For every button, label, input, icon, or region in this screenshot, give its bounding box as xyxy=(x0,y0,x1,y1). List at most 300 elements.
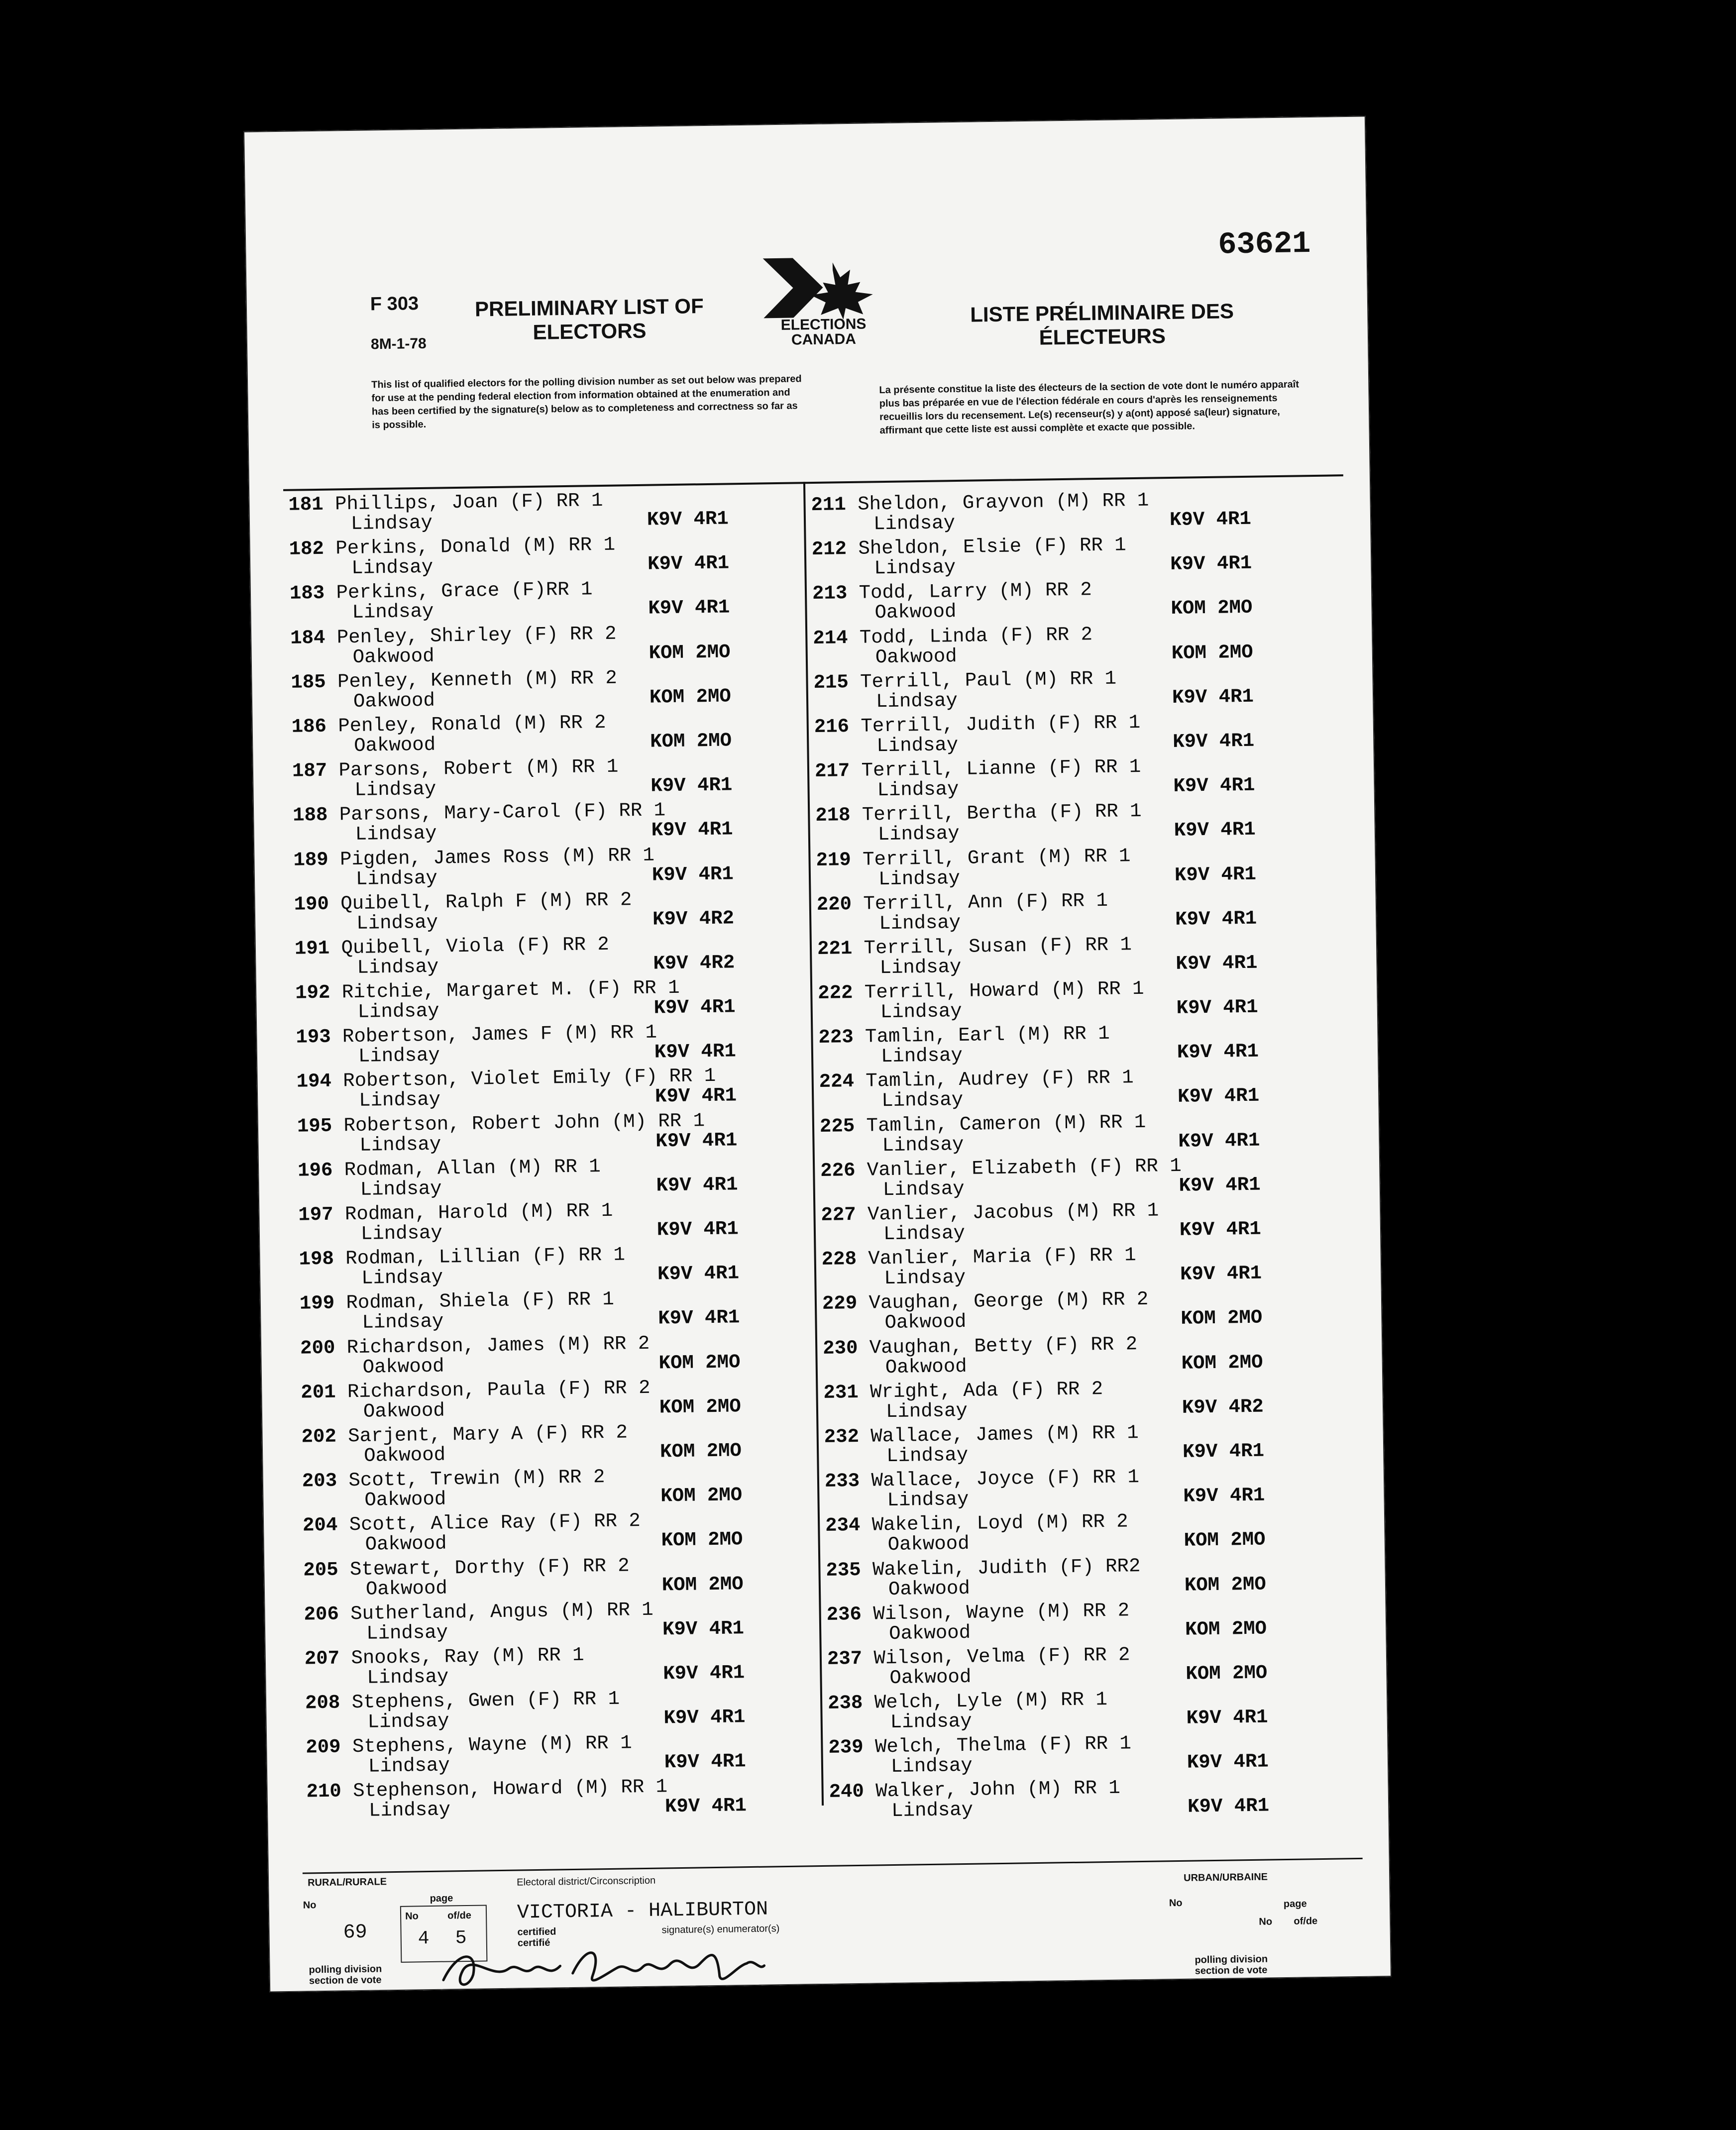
elector-line xyxy=(295,977,680,1004)
elector-postal-code: K9V 4R1 xyxy=(1179,1173,1261,1197)
elector-line xyxy=(303,1555,630,1581)
elector-number: 188 xyxy=(292,804,328,827)
elector-line xyxy=(306,1776,667,1803)
elector-town: Lindsay xyxy=(360,1177,442,1201)
elector-line xyxy=(824,1422,1138,1448)
elector-town: Oakwood xyxy=(885,1355,967,1379)
elector-entry xyxy=(305,1685,818,1737)
elector-entry xyxy=(291,709,804,760)
elector-entry xyxy=(816,842,1329,894)
elector-postal-code: K9V 4R1 xyxy=(1179,1218,1262,1241)
elector-postal-code: K9V 4R1 xyxy=(1187,1795,1270,1818)
elector-number: 230 xyxy=(822,1337,858,1360)
elector-name: Sheldon, Grayvon (M) RR 1 xyxy=(857,489,1149,516)
elector-line xyxy=(291,667,617,693)
elector-town: Lindsay xyxy=(366,1621,448,1645)
elector-entry xyxy=(825,1508,1338,1560)
elector-name: Snooks, Ray (M) RR 1 xyxy=(351,1644,584,1670)
elector-line xyxy=(289,534,615,560)
elector-line xyxy=(290,579,593,605)
elector-postal-code: KOM 2MO xyxy=(649,640,731,664)
elector-line xyxy=(821,1199,1159,1226)
elector-postal-code: KOM 2MO xyxy=(1181,1306,1263,1330)
elector-number: 229 xyxy=(822,1292,858,1315)
elector-entry xyxy=(305,1641,818,1693)
elector-number: 232 xyxy=(824,1425,860,1448)
elector-entry xyxy=(812,576,1325,628)
elector-town: Lindsay xyxy=(368,1754,450,1778)
elector-name: Sarjent, Mary A (F) RR 2 xyxy=(347,1421,628,1448)
elector-line xyxy=(816,845,1130,871)
elector-entry xyxy=(813,620,1326,672)
title-english xyxy=(475,294,704,345)
page-no-label: No xyxy=(405,1911,419,1922)
rural-label: RURAL/RURALE xyxy=(308,1876,387,1889)
elector-town: Lindsay xyxy=(355,867,438,890)
elector-line xyxy=(819,1067,1133,1093)
elector-line xyxy=(813,667,1116,693)
elector-number: 218 xyxy=(815,804,851,827)
elector-number: 215 xyxy=(813,671,849,694)
elector-name: Quibell, Ralph F (M) RR 2 xyxy=(340,888,632,915)
elector-line xyxy=(295,934,609,960)
electoral-district: VICTORIA - HALIBURTON xyxy=(517,1898,768,1924)
footer-divider xyxy=(303,1858,1363,1874)
elector-line xyxy=(296,1022,657,1049)
elector-line xyxy=(302,1466,605,1492)
elector-name: Stephenson, Howard (M) RR 1 xyxy=(352,1776,668,1803)
elector-number: 209 xyxy=(306,1736,341,1759)
elector-town: Lindsay xyxy=(887,1488,969,1512)
elector-number: 213 xyxy=(812,582,848,605)
elector-name: Sheldon, Elsie (F) RR 1 xyxy=(858,534,1127,560)
elector-postal-code: K9V 4R1 xyxy=(1186,1706,1268,1729)
elector-number: 203 xyxy=(302,1470,337,1492)
elector-line xyxy=(829,1777,1120,1803)
elector-entry xyxy=(298,1197,811,1249)
elector-line xyxy=(294,889,632,915)
elector-town: Lindsay xyxy=(358,1089,441,1112)
elector-entry xyxy=(303,1552,816,1604)
electors-column-right xyxy=(811,487,1342,1826)
elector-postal-code: K9V 4R1 xyxy=(664,1750,746,1774)
elector-name: Vanlier, Jacobus (M) RR 1 xyxy=(867,1199,1159,1226)
elector-entry xyxy=(826,1552,1339,1604)
elector-number: 198 xyxy=(299,1248,334,1271)
elector-line xyxy=(823,1333,1137,1360)
elector-entry xyxy=(288,487,801,538)
elector-name: Sutherland, Angus (M) RR 1 xyxy=(350,1598,653,1625)
urban-page-label: page xyxy=(1283,1898,1307,1910)
elector-number: 205 xyxy=(303,1559,338,1582)
elector-entry xyxy=(823,1330,1336,1382)
elector-postal-code: KOM 2MO xyxy=(659,1440,742,1463)
elector-line xyxy=(822,1288,1149,1315)
elector-town: Lindsay xyxy=(359,1133,441,1157)
elector-town: Oakwood xyxy=(353,734,436,757)
elector-postal-code: KOM 2MO xyxy=(1184,1573,1267,1597)
elector-town: Oakwood xyxy=(363,1399,445,1423)
elector-name: Rodman, Harold (M) RR 1 xyxy=(344,1199,613,1226)
elector-postal-code: K9V 4R1 xyxy=(654,1040,737,1064)
elector-number: 210 xyxy=(306,1780,342,1803)
maple-x-icon xyxy=(758,252,888,323)
elector-number: 236 xyxy=(826,1603,862,1626)
elector-town: Lindsay xyxy=(361,1266,443,1290)
elector-name: Perkins, Donald (M) RR 1 xyxy=(335,533,616,560)
elector-town: Lindsay xyxy=(880,1000,962,1024)
elector-town: Lindsay xyxy=(357,1000,439,1023)
elector-name: Wallace, Joyce (F) RR 1 xyxy=(871,1466,1140,1492)
elector-line xyxy=(828,1733,1131,1759)
elector-number: 222 xyxy=(817,982,853,1005)
elector-entry xyxy=(301,1375,814,1426)
elector-number: 191 xyxy=(294,937,330,960)
elector-name: Rodman, Allan (M) RR 1 xyxy=(344,1155,601,1181)
elector-town: Lindsay xyxy=(880,1045,963,1068)
elector-name: Scott, Alice Ray (F) RR 2 xyxy=(349,1510,641,1536)
elector-town: Lindsay xyxy=(882,1177,965,1201)
elector-name: Robertson, Violet Emily (F) RR 1 xyxy=(342,1065,716,1092)
title-english-line1: PRELIMINARY LIST OF xyxy=(474,294,704,321)
elector-postal-code: KOM 2MO xyxy=(661,1573,744,1596)
elector-postal-code: K9V 4R2 xyxy=(652,907,735,931)
elector-entry xyxy=(306,1729,819,1781)
elector-town: Lindsay xyxy=(351,556,434,580)
title-english-line2: ELECTORS xyxy=(533,319,647,344)
elector-name: Wakelin, Loyd (M) RR 2 xyxy=(871,1510,1129,1536)
elector-town: Lindsay xyxy=(877,778,959,802)
polling-division-number: 69 xyxy=(343,1921,367,1944)
elector-postal-code: K9V 4R1 xyxy=(1177,1040,1259,1064)
elector-name: Phillips, Joan (F) RR 1 xyxy=(334,489,603,516)
elector-number: 186 xyxy=(291,715,327,738)
elector-postal-code: KOM 2MO xyxy=(659,1395,742,1419)
elector-entry xyxy=(811,487,1324,539)
elector-number: 223 xyxy=(818,1026,854,1049)
elector-postal-code: K9V 4R1 xyxy=(653,996,736,1019)
elector-town: Lindsay xyxy=(877,823,960,846)
elector-town: Oakwood xyxy=(365,1577,448,1600)
elector-entry xyxy=(292,753,805,805)
elector-entry xyxy=(829,1774,1342,1826)
elector-name: Penley, Shirley (F) RR 2 xyxy=(336,623,617,648)
elector-number: 200 xyxy=(300,1337,335,1360)
elector-entry xyxy=(297,1108,810,1160)
elector-postal-code: K9V 4R2 xyxy=(1182,1395,1264,1419)
elector-name: Richardson, James (M) RR 2 xyxy=(346,1332,650,1359)
elector-name: Tamlin, Cameron (M) RR 1 xyxy=(866,1111,1146,1137)
elector-number: 187 xyxy=(292,759,327,782)
elector-town: Lindsay xyxy=(886,1444,969,1468)
elector-postal-code: K9V 4R1 xyxy=(1170,552,1252,576)
elector-entry xyxy=(290,620,803,672)
elector-number: 235 xyxy=(826,1559,862,1582)
elector-postal-code: K9V 4R1 xyxy=(663,1662,745,1685)
elector-number: 206 xyxy=(304,1603,339,1626)
elector-town: Lindsay xyxy=(350,512,433,535)
elector-town: Oakwood xyxy=(364,1488,446,1511)
elector-number: 190 xyxy=(294,893,329,916)
elector-town: Lindsay xyxy=(876,734,959,757)
elector-line xyxy=(298,1200,613,1226)
elector-postal-code: K9V 4R1 xyxy=(648,596,730,620)
elector-town: Oakwood xyxy=(875,645,958,668)
elector-name: Wright, Ada (F) RR 2 xyxy=(869,1378,1103,1403)
elector-line xyxy=(300,1288,614,1315)
elector-postal-code: K9V 4R1 xyxy=(656,1173,738,1197)
elector-line xyxy=(818,1023,1110,1049)
elector-number: 189 xyxy=(293,849,328,871)
elector-entry xyxy=(296,1064,809,1116)
elector-town: Oakwood xyxy=(353,689,435,713)
elector-number: 219 xyxy=(816,849,852,871)
elector-number: 181 xyxy=(288,493,324,516)
electors-list-sheet xyxy=(243,115,1392,1992)
elector-line xyxy=(303,1510,641,1536)
elector-number: 182 xyxy=(289,537,325,560)
elector-postal-code: K9V 4R1 xyxy=(656,1218,739,1241)
elector-line xyxy=(821,1244,1136,1271)
elector-line xyxy=(300,1332,650,1359)
elector-entry xyxy=(298,1153,811,1204)
elector-postal-code: K9V 4R1 xyxy=(1183,1484,1265,1507)
elector-town: Oakwood xyxy=(352,645,434,668)
elector-town: Lindsay xyxy=(356,911,438,935)
form-date: 8M-1-78 xyxy=(370,335,427,353)
elector-town: Lindsay xyxy=(352,601,434,624)
elector-entry xyxy=(291,664,804,716)
elector-line xyxy=(290,623,617,649)
elector-name: Parsons, Robert (M) RR 1 xyxy=(338,755,619,782)
elector-postal-code: KOM 2MO xyxy=(1186,1662,1268,1685)
elector-name: Rodman, Shiela (F) RR 1 xyxy=(346,1288,615,1314)
elector-postal-code: K9V 4R1 xyxy=(662,1617,745,1641)
elector-town: Lindsay xyxy=(873,512,956,535)
elector-name: Perkins, Grace (F)RR 1 xyxy=(336,578,593,604)
elector-entry xyxy=(815,798,1328,850)
elector-town: Oakwood xyxy=(362,1355,444,1379)
elector-name: Wilson, Velma (F) RR 2 xyxy=(873,1644,1130,1670)
elector-postal-code: K9V 4R1 xyxy=(1176,996,1258,1019)
elector-town: Oakwood xyxy=(884,1311,967,1334)
elector-name: Terrill, Judith (F) RR 1 xyxy=(861,711,1141,738)
elector-entry xyxy=(295,975,808,1027)
elector-name: Terrill, Paul (M) RR 1 xyxy=(860,667,1117,693)
elector-entry xyxy=(300,1286,813,1338)
page-total: 5 xyxy=(455,1927,467,1949)
elector-entry xyxy=(819,1064,1332,1116)
elector-entry xyxy=(820,1108,1333,1160)
elector-line xyxy=(817,934,1132,960)
elector-number: 214 xyxy=(813,627,848,649)
elector-town: Lindsay xyxy=(354,778,436,802)
urban-of-label: of/de xyxy=(1294,1916,1318,1927)
elector-postal-code: KOM 2MO xyxy=(1171,641,1253,664)
elector-town: Oakwood xyxy=(889,1666,972,1689)
elector-name: Penley, Kenneth (M) RR 2 xyxy=(337,667,618,693)
elector-line xyxy=(299,1244,625,1271)
elector-line xyxy=(811,490,1149,516)
elector-line xyxy=(305,1688,620,1714)
elector-name: Stephens, Wayne (M) RR 1 xyxy=(352,1732,632,1758)
elector-postal-code: K9V 4R1 xyxy=(663,1706,746,1729)
elector-line xyxy=(304,1598,653,1625)
elector-number: 192 xyxy=(295,981,330,1004)
elector-line xyxy=(812,534,1126,560)
elector-number: 196 xyxy=(297,1159,333,1182)
elector-number: 233 xyxy=(824,1470,860,1493)
elector-town: Oakwood xyxy=(874,601,957,624)
elector-line xyxy=(293,800,665,827)
elector-name: Vaughan, Betty (F) RR 2 xyxy=(869,1333,1138,1359)
elector-postal-code: K9V 4R1 xyxy=(655,1129,738,1153)
urban-label: URBAN/URBAINE xyxy=(1184,1871,1268,1884)
page-number: 4 xyxy=(418,1928,430,1950)
elector-postal-code: K9V 4R1 xyxy=(654,1084,737,1108)
elector-entry xyxy=(828,1686,1341,1737)
elector-postal-code: K9V 4R1 xyxy=(647,552,730,575)
elector-town: Lindsay xyxy=(885,1399,968,1423)
elector-name: Terrill, Ann (F) RR 1 xyxy=(863,889,1108,915)
elector-name: Stephens, Gwen (F) RR 1 xyxy=(351,1688,620,1714)
enumerator-signature xyxy=(438,1936,767,2000)
elector-town: Lindsay xyxy=(875,689,958,713)
elector-number: 184 xyxy=(290,627,326,649)
elector-name: Welch, Lyle (M) RR 1 xyxy=(874,1689,1108,1714)
elector-name: Todd, Larry (M) RR 2 xyxy=(859,579,1092,605)
elector-line xyxy=(825,1466,1139,1492)
elector-town: Lindsay xyxy=(890,1755,973,1778)
elector-postal-code: K9V 4R1 xyxy=(664,1795,747,1818)
elector-entry xyxy=(293,798,806,850)
elector-postal-code: KOM 2MO xyxy=(1184,1528,1266,1552)
elector-entry xyxy=(812,532,1325,583)
intro-french: La présente constitue la liste des électeurs de la section de vote dont le numéro apparaît plus bas préparée en vue de l'élection fédérale en cours d'après les renseignements recueillis lors du recensement. Le(s) recenseur(s) y a(ont) apposé sa(leur) signature, affirmant que cette liste est aussi complète et exacte que possible. xyxy=(879,379,1300,436)
elector-entry xyxy=(289,532,802,583)
elector-name: Tamlin, Earl (M) RR 1 xyxy=(865,1023,1110,1048)
logo-line2: CANADA xyxy=(791,330,857,348)
elector-number: 208 xyxy=(305,1692,340,1714)
elector-entry xyxy=(816,886,1329,938)
elector-postal-code: KOM 2MO xyxy=(1181,1351,1263,1375)
elector-entry xyxy=(304,1597,817,1648)
elector-town: Lindsay xyxy=(878,867,961,890)
elector-postal-code: K9V 4R1 xyxy=(651,818,733,842)
elector-entry xyxy=(821,1197,1334,1249)
elector-number: 237 xyxy=(827,1647,863,1670)
elector-town: Lindsay xyxy=(367,1666,449,1689)
elector-line xyxy=(291,712,606,738)
elector-line xyxy=(826,1555,1140,1582)
elector-number: 185 xyxy=(291,671,326,694)
elector-name: Scott, Trewin (M) RR 2 xyxy=(348,1466,605,1492)
elector-name: Terrill, Bertha (F) RR 1 xyxy=(862,800,1142,827)
elector-postal-code: K9V 4R1 xyxy=(1178,1129,1260,1153)
elector-entry xyxy=(820,1153,1333,1204)
elector-entry xyxy=(826,1597,1339,1648)
elector-name: Wallace, James (M) RR 1 xyxy=(870,1422,1139,1448)
elector-name: Ritchie, Margaret M. (F) RR 1 xyxy=(341,976,680,1004)
elections-canada-logo xyxy=(758,252,889,353)
elector-name: Quibell, Viola (F) RR 2 xyxy=(341,933,610,959)
elector-entry xyxy=(817,931,1330,982)
elector-postal-code: K9V 4R1 xyxy=(1173,774,1255,798)
elector-number: 211 xyxy=(811,494,847,517)
elector-entry xyxy=(306,1774,819,1826)
elector-town: Lindsay xyxy=(360,1222,443,1245)
elector-town: Lindsay xyxy=(890,1710,972,1734)
elector-name: Walker, John (M) RR 1 xyxy=(875,1777,1121,1803)
elector-line xyxy=(815,800,1142,827)
elector-name: Todd, Linda (F) RR 2 xyxy=(859,623,1093,649)
elector-line xyxy=(815,756,1141,782)
elector-postal-code: K9V 4R1 xyxy=(1172,685,1254,709)
elector-postal-code: K9V 4R1 xyxy=(1173,730,1255,753)
elector-town: Lindsay xyxy=(358,1044,440,1068)
elector-town: Lindsay xyxy=(368,1799,451,1822)
elector-postal-code: K9V 4R1 xyxy=(1180,1262,1262,1286)
elector-town: Lindsay xyxy=(882,1133,964,1157)
elector-line xyxy=(818,978,1144,1004)
logo-line1: ELECTIONS xyxy=(780,316,867,333)
elector-entry xyxy=(302,1463,815,1515)
elector-town: Lindsay xyxy=(879,956,962,979)
polling-division-label: polling division section de vote xyxy=(309,1963,382,1987)
elector-line xyxy=(292,756,619,782)
elector-line xyxy=(301,1421,628,1448)
elector-number: 239 xyxy=(828,1736,864,1759)
elector-name: Terrill, Grant (M) RR 1 xyxy=(862,845,1131,871)
elector-entry xyxy=(814,709,1327,761)
elector-postal-code: K9V 4R1 xyxy=(1177,1085,1260,1108)
elector-entry xyxy=(300,1330,813,1382)
elector-postal-code: KOM 2MO xyxy=(1185,1617,1267,1641)
elector-number: 240 xyxy=(829,1781,865,1804)
elector-number: 220 xyxy=(816,893,852,916)
serial-number: 63621 xyxy=(1217,226,1311,263)
elector-number: 197 xyxy=(298,1203,333,1226)
elector-line xyxy=(298,1156,601,1181)
elector-entry xyxy=(813,664,1326,716)
elector-town: Oakwood xyxy=(888,1621,971,1645)
district-label: Electoral district/Circonscription xyxy=(517,1875,656,1888)
elector-name: Vaughan, George (M) RR 2 xyxy=(868,1288,1149,1314)
elector-name: Tamlin, Audrey (F) RR 1 xyxy=(866,1066,1134,1093)
elector-town: Oakwood xyxy=(363,1444,446,1467)
elector-town: Lindsay xyxy=(879,911,961,935)
elector-name: Vanlier, Maria (F) RR 1 xyxy=(868,1244,1136,1270)
elector-postal-code: K9V 4R1 xyxy=(1174,863,1257,886)
elector-entry xyxy=(815,753,1328,805)
elector-number: 202 xyxy=(301,1425,337,1448)
title-french-line2: ÉLECTEURS xyxy=(1039,324,1166,349)
elector-entry xyxy=(294,886,807,938)
elector-line xyxy=(816,890,1108,916)
elector-entry xyxy=(295,931,808,982)
elector-postal-code: K9V 4R1 xyxy=(1175,907,1257,931)
electors-column-left xyxy=(288,487,819,1825)
elector-number: 234 xyxy=(825,1514,861,1537)
elector-number: 221 xyxy=(817,937,853,960)
elector-name: Penley, Ronald (M) RR 2 xyxy=(338,711,606,738)
elector-name: Richardson, Paula (F) RR 2 xyxy=(347,1377,651,1403)
elector-line xyxy=(301,1377,651,1404)
elector-line xyxy=(293,844,654,871)
signature-label: signature(s) enumerator(s) xyxy=(661,1923,780,1936)
elector-name: Parsons, Mary-Carol (F) RR 1 xyxy=(339,799,666,826)
elector-postal-code: K9V 4R1 xyxy=(1187,1750,1269,1774)
